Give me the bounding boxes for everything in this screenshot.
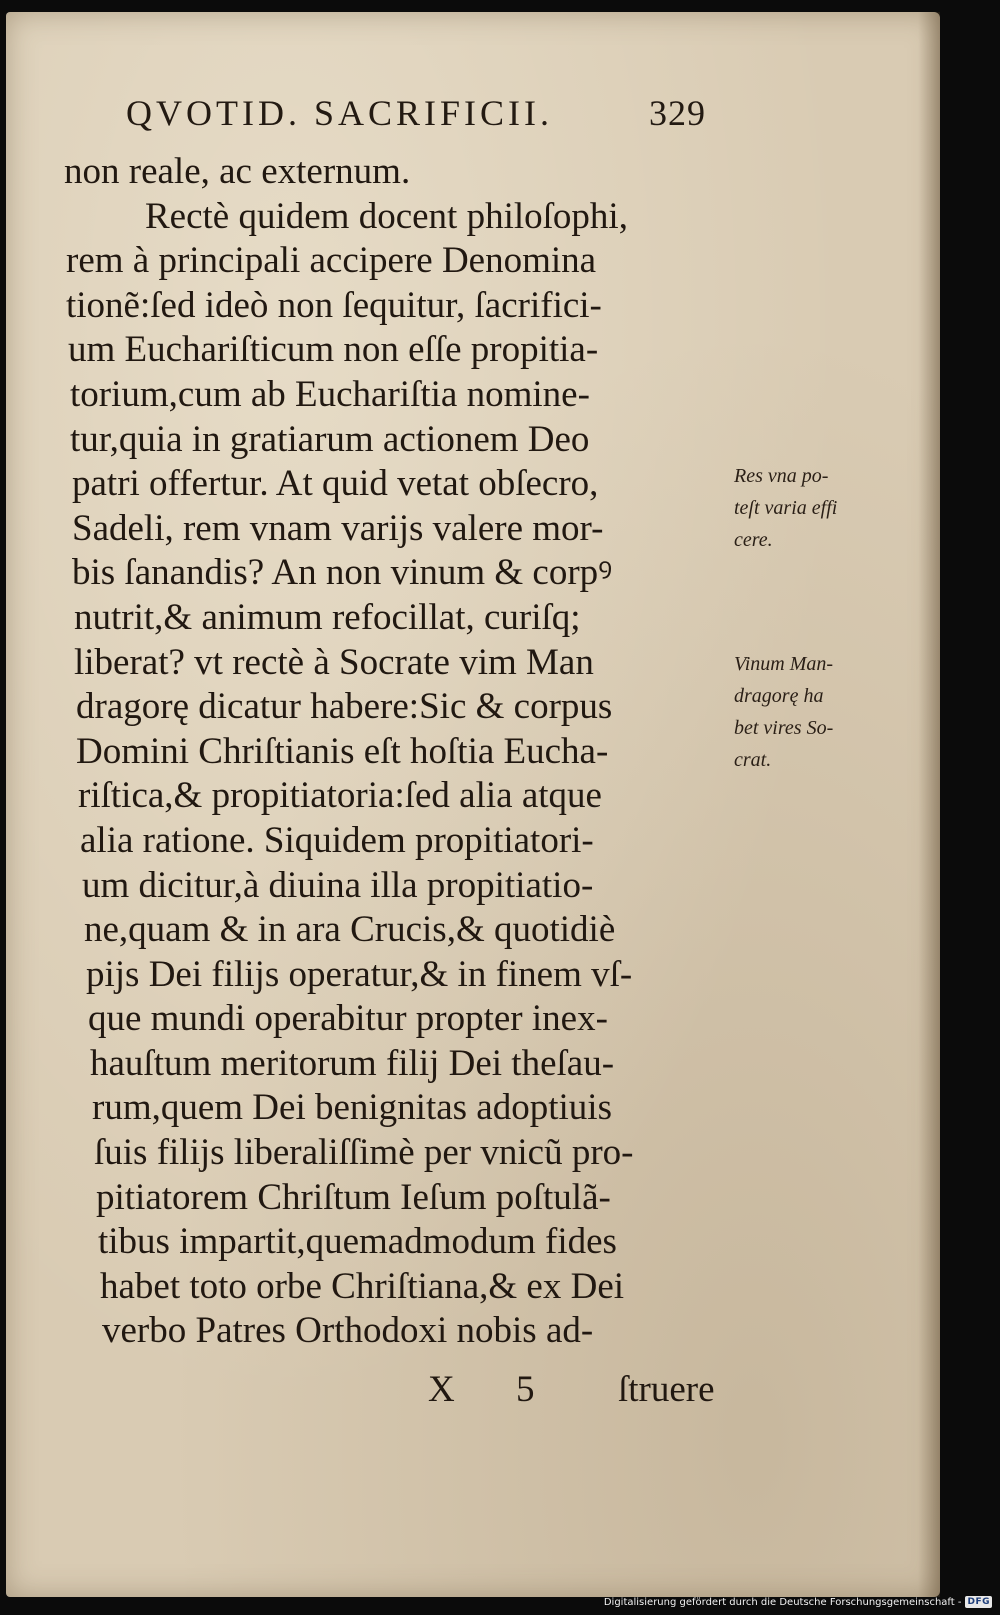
running-head [126, 92, 706, 140]
marginal-note [734, 460, 884, 556]
text-line: patri offertur. At quid vetat obſecro, [72, 463, 599, 505]
text-line: rum,quem Dei benignitas adoptiuis [92, 1087, 612, 1129]
text-line: torium,cum ab Euchariſtia nomine- [70, 373, 590, 415]
text-line: tur,quia in gratiarum actionem Deo [70, 418, 590, 460]
text-line: rem à principali accipere Denomina [66, 240, 597, 282]
marginal-note-line: Res vna po- [734, 465, 829, 487]
text-line: habet toto orbe Chriſtiana,& ex Dei [100, 1265, 625, 1307]
page-footer [6, 1368, 906, 1418]
marginal-note-line: dragorę ha [734, 685, 824, 707]
text-line: ne,quam & in ara Crucis,& quotidiè [84, 909, 616, 951]
digitization-credit-text: Digitalisierung gefördert durch die Deutsche Forschungsgemeinschaft - [603, 1596, 962, 1608]
marginal-note [734, 648, 884, 776]
text-line: pijs Dei filijs operatur,& in finem vſ- [86, 953, 633, 995]
text-line: nutrit,& animum refocillat, curiſq; [74, 596, 581, 638]
text-line: dragorę dicatur habere:Sic & corpus [76, 686, 613, 728]
text-line: verbo Patres Orthodoxi nobis ad- [102, 1310, 594, 1352]
digitization-credit [604, 1594, 992, 1610]
page-edge-shadow [918, 12, 940, 1597]
signature-mark: X 5 [428, 1369, 561, 1410]
text-line: riſtica,& propitiatoria:ſed alia atque [78, 775, 602, 817]
catchword: ſtruere [618, 1369, 715, 1410]
marginal-note-line: Vinum Man- [734, 653, 834, 675]
text-line: hauſtum meritorum filij Dei theſau- [90, 1042, 615, 1084]
book-page [6, 12, 940, 1597]
text-line: um Euchariſticum non eſſe propitia- [68, 329, 599, 371]
marginal-note-line: crat. [734, 749, 772, 771]
marginal-note-line: teſt varia effi [734, 497, 838, 519]
dfg-logo: DFG [967, 1597, 990, 1607]
text-line: tibus impartit,quemadmodum fides [98, 1221, 617, 1263]
body-text [64, 150, 744, 1354]
text-line: um dicitur,à diuina illa propitiatio- [82, 864, 594, 906]
running-head-title: QVOTID. SACRIFICII. [126, 93, 553, 133]
text-line: Rectè quidem docent philoſophi, [108, 195, 628, 237]
text-line: bis ſanandis? An non vinum & corpꝰ [72, 552, 613, 594]
text-line: liberat? vt rectè à Socrate vim Man [74, 641, 594, 683]
marginal-note-line: cere. [734, 529, 773, 551]
text-line: Sadeli, rem vnam varijs valere mor- [72, 507, 604, 549]
text-line: pitiatorem Chriſtum Ieſum poſtulã- [96, 1176, 611, 1218]
page-number: 329 [649, 93, 706, 133]
text-line: ſuis filijs liberaliſſimè per vnicũ pro- [94, 1132, 634, 1174]
text-line: alia ratione. Siquidem propitiatori- [80, 819, 594, 861]
text-line: tionẽ:ſed ideò non ſequitur, ſacrifici- [66, 284, 602, 326]
marginal-note-line: bet vires So- [734, 717, 834, 739]
text-line: non reale, ac externum. [64, 151, 411, 192]
text-line: que mundi operabitur propter inex- [88, 998, 608, 1040]
text-line: Domini Chriſtianis eſt hoſtia Eucha- [76, 730, 609, 772]
